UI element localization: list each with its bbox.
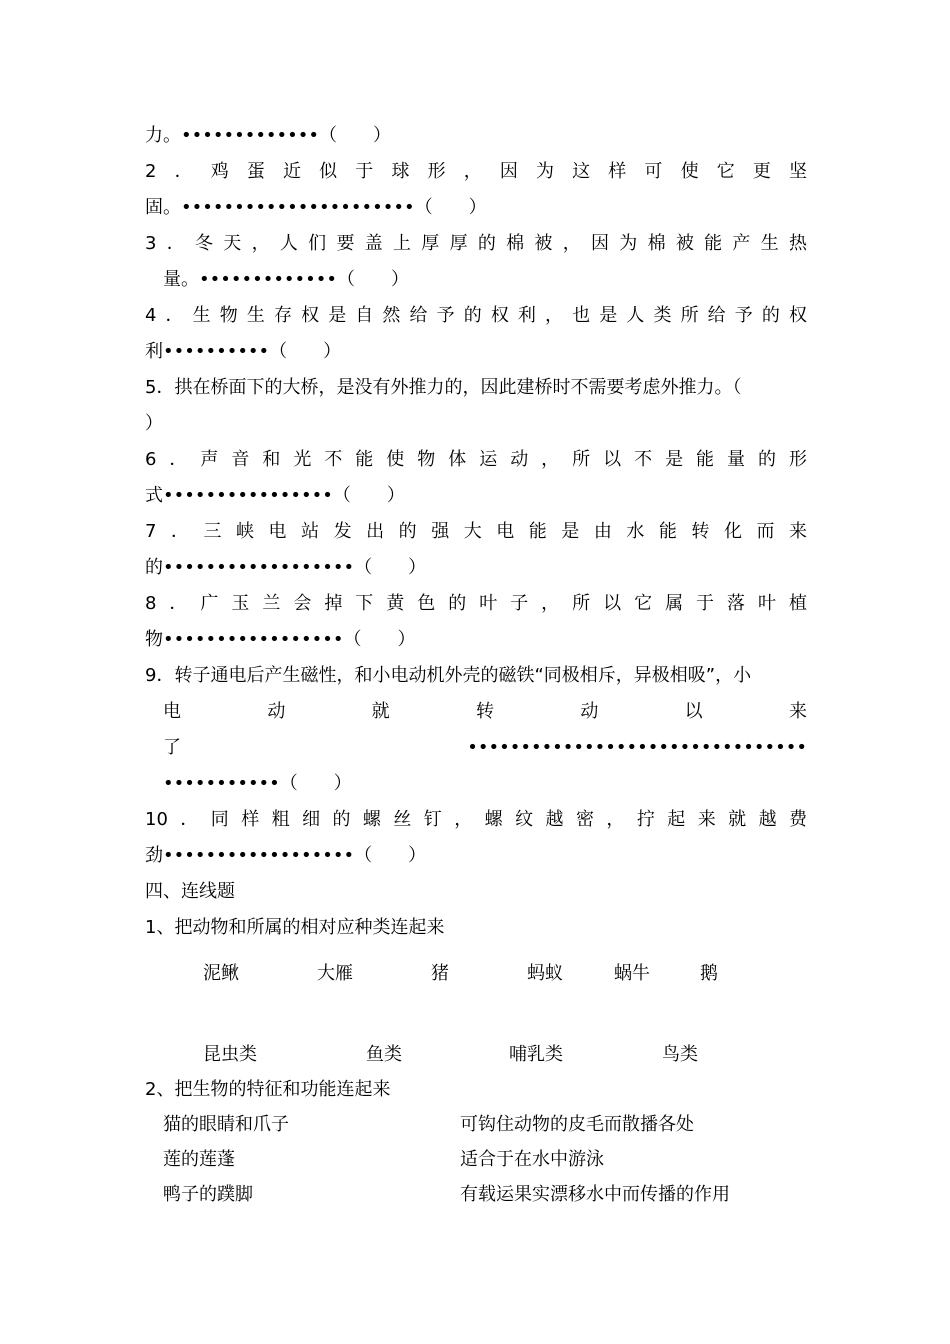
- q7-line2: 的••••••••••••••••••（ ）: [145, 557, 427, 578]
- function-item: 有载运果实漂移水中而传播的作用: [460, 1184, 730, 1205]
- q8-line2: 物•••••••••••••••••（ ）: [145, 629, 416, 650]
- category-item: 鱼类: [366, 1044, 402, 1065]
- q9-line2: 电 动 就 转 动 以 来: [163, 701, 807, 722]
- q9-line1: 9．转子通电后产生磁性，和小电动机外壳的磁铁“同极相斥，异极相吸”，小: [145, 665, 752, 686]
- q2-line2: 固。••••••••••••••••••••••（ ）: [145, 197, 487, 218]
- q9-line4: •••••••••••（ ）: [163, 773, 352, 794]
- animal-item: 蜗牛: [614, 963, 650, 984]
- category-item: 鸟类: [662, 1044, 698, 1065]
- part1-title: 1、把动物和所属的相对应种类连起来: [145, 917, 445, 938]
- q10-line2: 劲••••••••••••••••••（ ）: [145, 845, 427, 866]
- feature-item: 鸭子的蹼脚: [163, 1184, 253, 1205]
- category-item: 昆虫类: [203, 1044, 257, 1065]
- q3-line1: 3．冬天，人们要盖上厚厚的棉被，因为棉被能产生热: [145, 233, 807, 254]
- animal-item: 大雁: [317, 963, 353, 984]
- feature-item: 猫的眼睛和爪子: [163, 1114, 289, 1135]
- category-item: 哺乳类: [509, 1044, 563, 1065]
- animal-item: 猪: [431, 963, 449, 984]
- q9-line3: 了••••••••••••••••••••••••••••••••: [163, 737, 807, 758]
- animal-item: 蚂蚁: [527, 963, 563, 984]
- q5-line2: ）: [145, 413, 163, 434]
- q5-line1: 5．拱在桥面下的大桥，是没有外推力的，因此建桥时不需要考虑外推力。（: [145, 377, 742, 398]
- feature-item: 莲的莲蓬: [163, 1149, 235, 1170]
- function-item: 适合于在水中游泳: [460, 1149, 604, 1170]
- q6-line2: 式••••••••••••••••（ ）: [145, 485, 405, 506]
- q8-line1: 8．广玉兰会掉下黄色的叶子，所以它属于落叶植: [145, 593, 807, 614]
- q4-line1: 4．生物生存权是自然给予的权利，也是人类所给予的权: [145, 305, 807, 326]
- function-item: 可钩住动物的皮毛而散播各处: [460, 1114, 694, 1135]
- part2-title: 2、把生物的特征和功能连起来: [145, 1079, 391, 1100]
- q10-line1: 10．同样粗细的螺丝钉，螺纹越密，拧起来就越费: [145, 809, 807, 830]
- animal-item: 鹅: [700, 963, 718, 984]
- q2-line1: 2．鸡蛋近似于球形，因为这样可使它更坚: [145, 161, 807, 182]
- q3-line2: 量。•••••••••••••（ ）: [163, 269, 410, 290]
- animal-item: 泥鳅: [203, 963, 239, 984]
- q7-line1: 7．三峡电站发出的强大电能是由水能转化而来: [145, 521, 807, 542]
- section-title: 四、连线题: [145, 881, 235, 902]
- q1-continuation: 力。•••••••••••••（ ）: [145, 125, 392, 146]
- q6-line1: 6．声音和光不能使物体运动，所以不是能量的形: [145, 449, 807, 470]
- q4-line2: 利••••••••••（ ）: [145, 341, 342, 362]
